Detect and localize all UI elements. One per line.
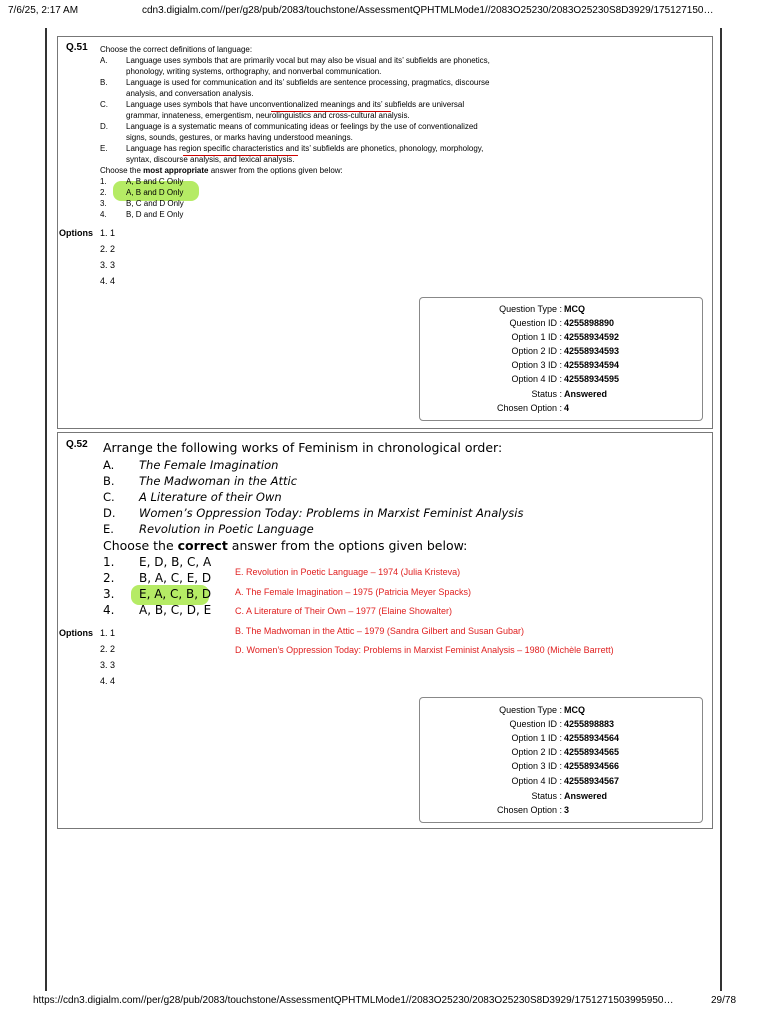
meta-value: 4 — [564, 403, 570, 413]
choice-number: 4. — [100, 210, 107, 219]
annotation-note: A. The Female Imagination – 1975 (Patricia Meyer Spacks) — [235, 587, 471, 597]
question-number: Q.51 — [66, 42, 88, 53]
choice-number: 4. — [103, 603, 115, 617]
option-item: 1. 1 — [100, 228, 116, 238]
page-left-border — [45, 28, 47, 991]
meta-key: Option 4 ID : — [511, 776, 562, 786]
annotation-note: D. Women’s Oppression Today: Problems in Marxist Feminist Analysis – 1980 (Michèle Barrett) — [235, 645, 614, 655]
annotation-note: B. The Madwoman in the Attic – 1979 (Sandra Gilbert and Susan Gubar) — [235, 626, 524, 636]
item-letter: A. — [103, 458, 115, 472]
item-letter: E. — [100, 144, 108, 153]
choice-text: A, B and D Only — [126, 188, 184, 197]
item-text: The Female Imagination — [139, 458, 279, 472]
meta-key: Chosen Option : — [496, 805, 562, 815]
item-letter: D. — [103, 506, 116, 520]
question-number: Q.52 — [66, 439, 88, 450]
meta-key: Option 2 ID : — [511, 747, 562, 757]
print-footer-url: https://cdn3.digialm.com//per/g28/pub/2083/touchstone/AssessmentQPHTMLMode1//2083O25230/2083O25230S8D3929/1751271503995950… — [33, 995, 674, 1006]
meta-value: 42558934592 — [564, 332, 620, 342]
item-text: The Madwoman in the Attic — [139, 474, 298, 488]
choice-number: 1. — [103, 555, 115, 569]
option-item: 2. 2 — [100, 644, 116, 654]
meta-key: Status : — [531, 389, 562, 399]
item-letter: C. — [100, 100, 108, 109]
choice-text: E, A, C, B, D — [139, 587, 212, 601]
item-letter: A. — [100, 56, 108, 65]
option-item: 4. 4 — [100, 676, 116, 686]
meta-key: Status : — [531, 791, 562, 801]
meta-value: 42558934564 — [564, 733, 620, 743]
meta-key: Option 4 ID : — [511, 374, 562, 384]
meta-value: Answered — [564, 791, 608, 801]
item-text: Language uses symbols that are primarily vocal but may also be visual and its’ subfields are phonetics, — [126, 56, 490, 65]
choose-instruction: Choose the correct answer from the options given below: — [103, 538, 468, 553]
item-letter: B. — [100, 78, 108, 87]
item-text: Revolution in Poetic Language — [139, 522, 314, 536]
question-meta-panel — [419, 297, 703, 421]
meta-key: Option 3 ID : — [511, 360, 562, 370]
meta-value: 42558934567 — [564, 776, 620, 786]
annotation-note: E. Revolution in Poetic Language – 1974 (Julia Kristeva) — [235, 567, 461, 577]
choice-text: A, B and C Only — [126, 177, 184, 186]
meta-key: Option 1 ID : — [511, 733, 562, 743]
item-letter: C. — [103, 490, 115, 504]
question-51-text — [100, 44, 530, 220]
meta-value: 42558934593 — [564, 346, 620, 356]
choice-number: 1. — [100, 177, 107, 186]
meta-value: 42558934594 — [564, 360, 620, 370]
choice-text: B, C and D Only — [126, 199, 184, 208]
page-right-border — [720, 28, 722, 991]
meta-key: Question Type : — [499, 304, 562, 314]
print-header-url: cdn3.digialm.com//per/g28/pub/2083/touchstone/AssessmentQPHTMLMode1//2083O25230/2083O25230S8D3929/175127150… — [142, 5, 714, 16]
choice-text: B, D and E Only — [126, 210, 184, 219]
options-label: Options — [59, 628, 93, 638]
item-text: A Literature of their Own — [139, 490, 282, 504]
meta-value: 42558934565 — [564, 747, 620, 757]
item-text: signs, sounds, gestures, or marks having understood meanings. — [126, 133, 353, 142]
meta-key: Question ID : — [509, 318, 562, 328]
choose-instruction: Choose the most appropriate answer from the options given below: — [100, 166, 343, 175]
question-prompt: Choose the correct definitions of language: — [100, 45, 253, 54]
option-item: 3. 3 — [100, 260, 116, 270]
choice-text: E, D, B, C, A — [139, 555, 212, 569]
choice-number: 2. — [103, 571, 115, 585]
item-text: grammar, innateness, emergentism, neurolinguistics and cross-cultural analysis. — [126, 111, 410, 120]
option-item: 3. 3 — [100, 660, 116, 670]
page-number: 29/78 — [711, 995, 737, 1006]
item-text: Language is a systematic means of communicating ideas or feelings by the use of conventionalized — [126, 122, 478, 131]
item-text: Language uses symbols that have unconventionalized meanings and its’ subfields are universal — [126, 100, 465, 109]
question-meta-panel — [419, 697, 703, 823]
meta-value: 42558934595 — [564, 374, 620, 384]
meta-value: 4255898890 — [564, 318, 615, 328]
meta-value: 4255898883 — [564, 719, 615, 729]
choice-text: B, A, C, E, D — [139, 571, 212, 585]
meta-key: Option 1 ID : — [511, 332, 562, 342]
meta-key: Question ID : — [509, 719, 562, 729]
item-text: Language has region specific characteristics and its’ subfields are phonetics, phonology, morphology, — [126, 144, 484, 153]
meta-value: Answered — [564, 389, 608, 399]
question-prompt: Arrange the following works of Feminism in chronological order: — [103, 440, 503, 455]
item-letter: E. — [103, 522, 114, 536]
meta-key: Question Type : — [499, 705, 562, 715]
item-text: Women’s Oppression Today: Problems in Marxist Feminist Analysis — [139, 506, 524, 520]
meta-key: Option 3 ID : — [511, 761, 562, 771]
item-text: analysis, and conversation analysis. — [126, 89, 254, 98]
meta-key: Chosen Option : — [496, 403, 562, 413]
choice-number: 3. — [103, 587, 115, 601]
meta-value: MCQ — [564, 304, 585, 314]
annotation-note: C. A Literature of Their Own – 1977 (Elaine Showalter) — [235, 606, 452, 616]
meta-key: Option 2 ID : — [511, 346, 562, 356]
item-text: syntax, discourse analysis, and lexical analysis. — [126, 155, 295, 164]
choice-number: 3. — [100, 199, 107, 208]
choice-text: A, B, C, D, E — [139, 603, 212, 617]
item-letter: B. — [103, 474, 115, 488]
option-item: 2. 2 — [100, 244, 116, 254]
option-item: 4. 4 — [100, 276, 116, 286]
meta-value: 3 — [564, 805, 570, 815]
meta-value: 42558934566 — [564, 761, 620, 771]
options-label: Options — [59, 228, 93, 238]
meta-value: MCQ — [564, 705, 585, 715]
option-item: 1. 1 — [100, 628, 116, 638]
item-text: Language is used for communication and its’ subfields are sentence processing, pragmatics, discourse — [126, 78, 490, 87]
item-text: phonology, writing systems, orthography, and nonverbal communication. — [126, 67, 382, 76]
print-datetime: 7/6/25, 2:17 AM — [8, 5, 79, 16]
choice-number: 2. — [100, 188, 107, 197]
item-letter: D. — [100, 122, 108, 131]
